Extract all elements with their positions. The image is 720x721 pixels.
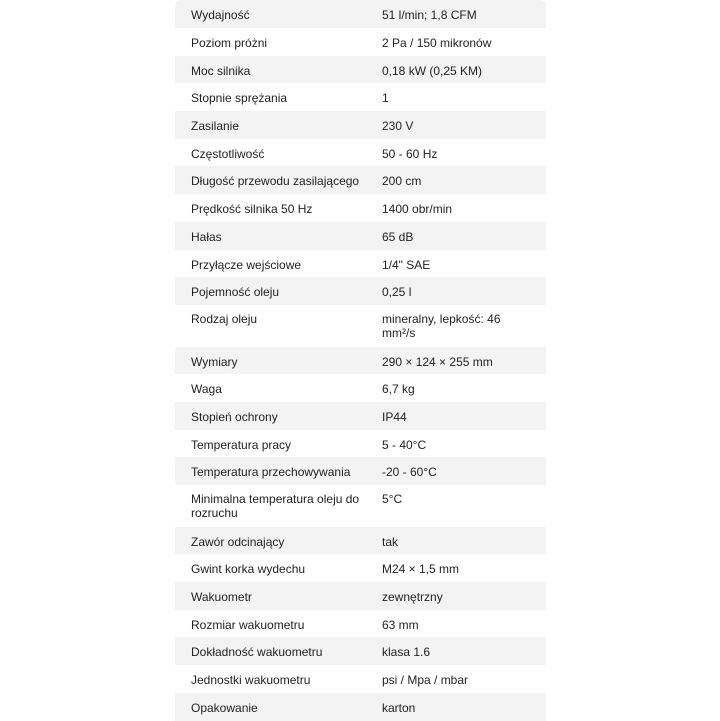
spec-value: -20 - 60°C xyxy=(382,465,437,480)
spec-label: Stopnie sprężania xyxy=(191,91,288,106)
spec-value: 2 Pa / 150 mikronów xyxy=(382,36,492,50)
spec-value: 5°C xyxy=(382,492,403,506)
spec-row-poziom-prozni xyxy=(175,28,546,56)
spec-label: Hałas xyxy=(191,229,222,244)
spec-value: zewnętrzny xyxy=(382,590,443,605)
spec-value: mineralny, lepkość: 46 mm²/s xyxy=(382,311,501,340)
spec-row-moc-silnika xyxy=(175,56,546,84)
spec-value: klasa 1.6 xyxy=(382,645,431,660)
spec-row-stopnie-sprezania xyxy=(175,83,546,111)
spec-row-rozmiar-wakuometru xyxy=(175,610,546,638)
spec-value: 200 cm xyxy=(382,174,422,189)
spec-row-opakowanie xyxy=(175,693,546,721)
spec-label: Moc silnika xyxy=(191,63,251,78)
spec-value: 6,7 kg xyxy=(382,382,415,397)
spec-row-minimalna-temperatura xyxy=(175,485,546,527)
spec-row-waga xyxy=(175,374,546,402)
spec-label: Gwint korka wydechu xyxy=(191,562,306,577)
spec-row-wydajnosc xyxy=(175,0,546,28)
spec-value: 63 mm xyxy=(382,617,419,632)
spec-label: Wakuometr xyxy=(191,590,252,605)
spec-value: 5 - 40°C xyxy=(382,437,427,452)
spec-value: 0,25 l xyxy=(382,285,412,300)
spec-row-stopien-ochrony xyxy=(175,402,546,430)
spec-row-halas xyxy=(175,222,546,250)
spec-row-rodzaj-oleju xyxy=(175,305,546,347)
spec-row-temperatura-pracy xyxy=(175,430,546,458)
spec-row-wymiary xyxy=(175,347,546,375)
spec-row-predkosc-silnika xyxy=(175,194,546,222)
spec-row-dlugosc-przewodu xyxy=(175,166,546,194)
spec-value: 1/4" SAE xyxy=(382,257,431,272)
spec-value: 65 dB xyxy=(382,229,414,244)
spec-row-zasilanie xyxy=(175,111,546,139)
spec-label: Waga xyxy=(191,382,222,397)
spec-value: 51 l/min; 1,8 CFM xyxy=(382,8,477,22)
spec-value: 1400 obr/min xyxy=(382,202,453,217)
spec-value: 290 × 124 × 255 mm xyxy=(382,354,493,369)
spec-label: Dokładność wakuometru xyxy=(191,645,323,660)
spec-label: Poziom próżni xyxy=(191,36,268,50)
spec-value: karton xyxy=(382,700,416,715)
spec-table xyxy=(175,0,546,721)
spec-value: M24 × 1,5 mm xyxy=(382,562,460,577)
spec-row-dokladnosc-wakuometru xyxy=(175,637,546,665)
spec-label: Zasilanie xyxy=(191,119,240,134)
spec-label: Rodzaj oleju xyxy=(191,311,258,326)
spec-label: Stopień ochrony xyxy=(191,409,278,424)
spec-label: Przyłącze wejściowe xyxy=(191,257,302,272)
spec-row-gwint-korka xyxy=(175,554,546,582)
spec-row-zawor-odcinajacy xyxy=(175,527,546,555)
spec-label: Wymiary xyxy=(191,354,238,369)
spec-value: 0,18 kW (0,25 KM) xyxy=(382,63,483,78)
spec-label: Jednostki wakuometru xyxy=(191,673,311,688)
spec-label: Prędkość silnika 50 Hz xyxy=(191,202,313,217)
spec-label: Zawór odcinający xyxy=(191,534,285,549)
spec-value: 1 xyxy=(382,91,389,106)
spec-label: Opakowanie xyxy=(191,700,258,715)
spec-label: Częstotliwość xyxy=(191,146,265,161)
spec-row-pojemnosc-oleju xyxy=(175,277,546,305)
spec-value: psi / Mpa / mbar xyxy=(382,673,469,688)
spec-row-jednostki-wakuometru xyxy=(175,665,546,693)
spec-value: IP44 xyxy=(382,409,407,424)
spec-value: tak xyxy=(382,534,399,549)
spec-row-przylacze xyxy=(175,250,546,278)
spec-label: Pojemność oleju xyxy=(191,285,280,300)
spec-value: 230 V xyxy=(382,119,414,134)
spec-label: Rozmiar wakuometru xyxy=(191,617,305,632)
spec-value: 50 - 60 Hz xyxy=(382,146,438,161)
spec-label: Temperatura przechowywania xyxy=(191,465,351,480)
spec-row-czestotliwosc xyxy=(175,139,546,167)
spec-row-wakuometr xyxy=(175,582,546,610)
spec-label: Temperatura pracy xyxy=(191,437,292,452)
spec-row-temperatura-przechowywania xyxy=(175,457,546,485)
spec-label: Długość przewodu zasilającego xyxy=(191,174,360,189)
spec-label: Minimalna temperatura oleju do rozruchu xyxy=(191,492,360,520)
spec-label: Wydajność xyxy=(191,8,250,22)
